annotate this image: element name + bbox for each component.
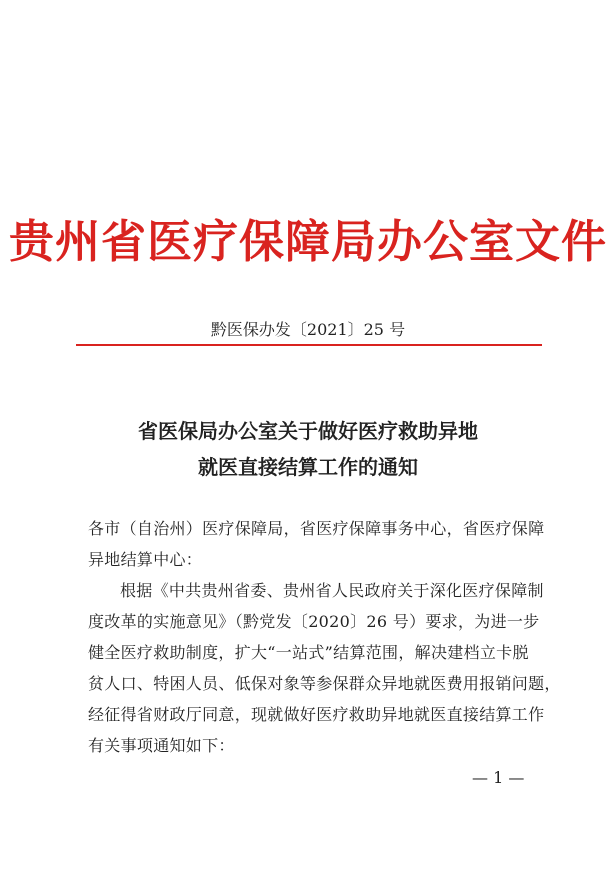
page-number: — 1 — — [472, 768, 525, 787]
notice-title-line-2: 就医直接结算工作的通知 — [198, 455, 418, 479]
document-header-title: 贵州省医疗保障局办公室文件 — [8, 215, 607, 268]
body-line: 异地结算中心： — [88, 550, 203, 569]
body-line: 各市（自治州）医疗保障局，省医疗保障事务中心，省医疗保障 — [88, 519, 545, 538]
body-line: 贫人口、特困人员、低保对象等参保群众异地就医费用报销问题， — [88, 674, 561, 693]
body-line: 有关事项通知如下： — [88, 736, 235, 755]
body-line: 度改革的实施意见》（黔党发〔2020〕26 号）要求，为进一步 — [88, 612, 540, 631]
document-number: 黔医保办发〔2021〕25 号 — [210, 320, 406, 339]
notice-title-line-1: 省医保局办公室关于做好医疗救助异地 — [138, 419, 478, 443]
body-line: 经征得省财政厅同意，现就做好医疗救助异地就医直接结算工作 — [88, 705, 545, 724]
body-line: 健全医疗救助制度，扩大“一站式”结算范围，解决建档立卡脱 — [88, 643, 529, 662]
red-divider-line — [76, 344, 542, 346]
body-line: 根据《中共贵州省委、贵州省人民政府关于深化医疗保障制 — [120, 581, 544, 600]
